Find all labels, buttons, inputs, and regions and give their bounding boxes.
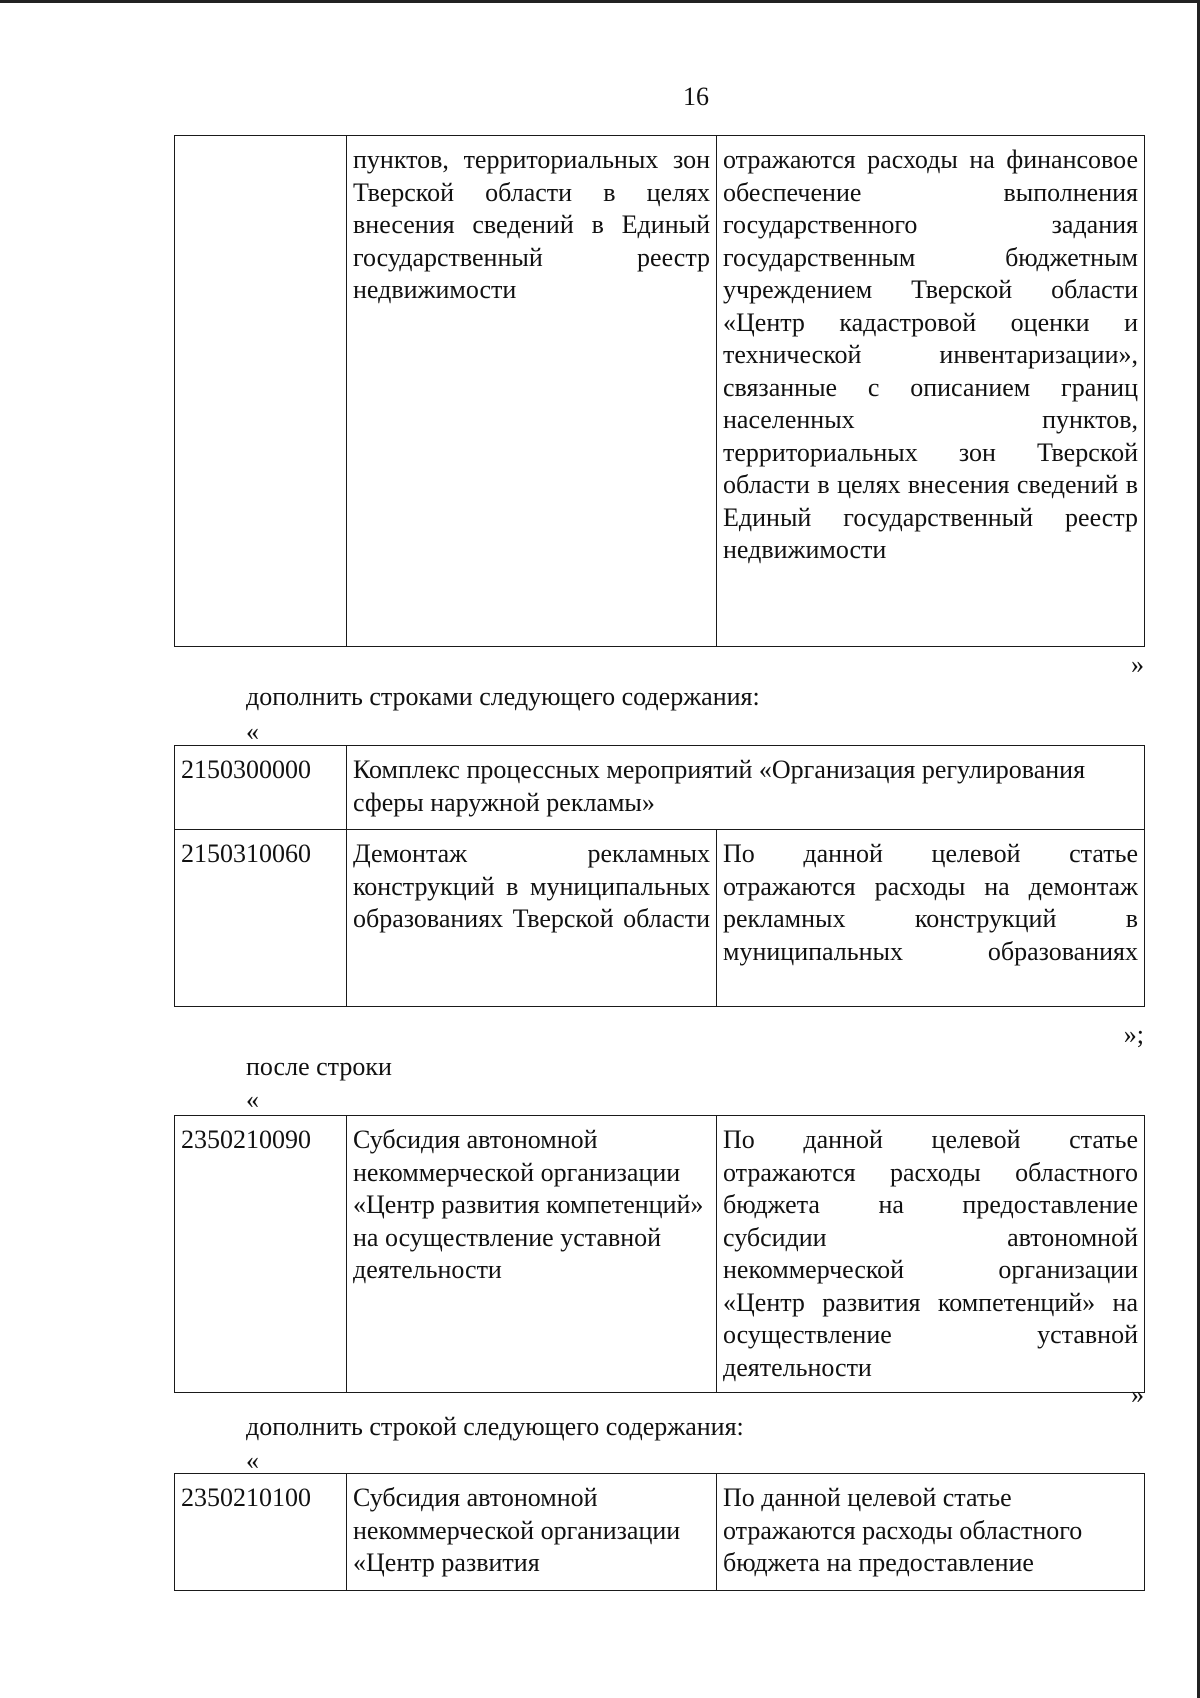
name-cell [347, 830, 717, 1007]
closing-quote: » [1131, 1380, 1144, 1409]
code-cell: 2150310060 [175, 830, 347, 1007]
opening-quote: « [246, 1085, 259, 1114]
complex-title-cell [347, 746, 1145, 830]
code-cell: 2350210100 [175, 1474, 347, 1591]
table-row [175, 830, 1145, 1007]
name-cell [347, 1474, 717, 1591]
code-cell [175, 136, 347, 647]
description-cell [717, 136, 1145, 647]
instruction-text: после строки [246, 1052, 392, 1081]
name-cell [347, 1116, 717, 1393]
instruction-text: дополнить строкой следующего содержания: [246, 1412, 744, 1441]
description-text: отражаются расходы на финансовое обеспечение выполнения государственного задания государственным бюджетным учреждением Тверской области «Центр кадастровой оценки и технической инвентаризации», связанные с описанием границ населенных пунктов, территориальных зон Тверской области в целях внесения сведений в Единый государственный реестр недвижимости [723, 145, 1138, 564]
description-text: По данной целевой статье отражаются расходы областного бюджета на предоставление [723, 1483, 1083, 1577]
opening-quote: « [246, 717, 259, 746]
opening-quote: « [246, 1446, 259, 1475]
table-row [175, 746, 1145, 830]
table-row [175, 136, 1145, 647]
name-text: пунктов, территориальных зон Тверской области в целях внесения сведений в Единый государственный реестр недвижимости [353, 145, 710, 304]
closing-quote: »; [1123, 1020, 1144, 1049]
description-cell [717, 1116, 1145, 1393]
description-cell [717, 830, 1145, 1007]
table-new-row [174, 1473, 1144, 1591]
page-border-top [0, 0, 1200, 3]
name-text: Субсидия автономной некоммерческой организации «Центр развития компетенций» на осуществление уставной деятельности [353, 1125, 704, 1284]
table-existing-row [174, 1115, 1144, 1393]
complex-title-text: Комплекс процессных мероприятий «Организация регулирования сферы наружной рекламы» [353, 755, 1086, 817]
table-continuation [174, 135, 1144, 647]
name-cell [347, 136, 717, 647]
description-text: По данной целевой статье отражаются расходы областного бюджета на предоставление субсидии автономной некоммерческой организации «Центр развития компетенций» на осуществление уставной деятельности [723, 1125, 1138, 1382]
code-cell: 2150300000 [175, 746, 347, 830]
name-text: Субсидия автономной некоммерческой организации «Центр развития [353, 1483, 681, 1577]
table-row [175, 1474, 1145, 1591]
instruction-text: дополнить строками следующего содержания: [246, 682, 760, 711]
name-text: Демонтаж рекламных конструкций в муниципальных образованиях Тверской области [353, 839, 710, 933]
closing-quote: » [1131, 650, 1144, 679]
description-cell [717, 1474, 1145, 1591]
page-number: 16 [683, 82, 709, 111]
description-text: По данной целевой статье отражаются расходы на демонтаж рекламных конструкций в муниципальных образованиях [723, 839, 1138, 966]
table-new-rows [174, 745, 1144, 1007]
code-cell: 2350210090 [175, 1116, 347, 1393]
table-row [175, 1116, 1145, 1393]
